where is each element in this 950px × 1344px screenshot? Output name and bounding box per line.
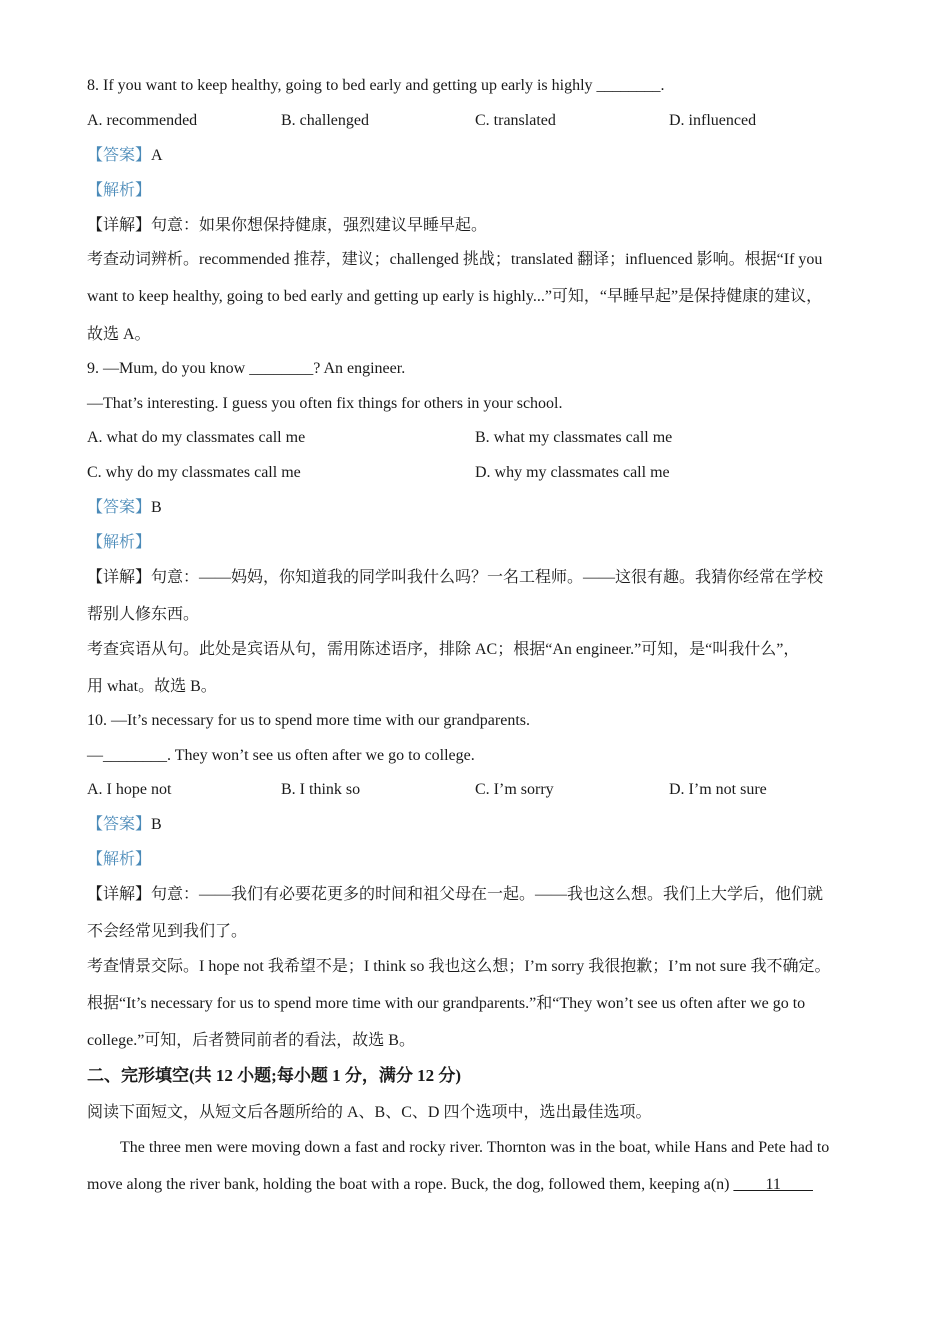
detail-text: 句意：如果你想保持健康，强烈建议早睡早起。 [151,217,488,234]
answer-tag: 【答案】 [87,499,152,516]
q9-stem: 9. —Mum, do you know ________? An engineer. [87,360,406,377]
q10-stem: 10. —It’s necessary for us to spend more time with our grandparents. [87,712,531,729]
q8-option-d: D. influenced [669,112,757,129]
section-instruction: 阅读下面短文，从短文后各题所给的 A、B、C、D 四个选项中，选出最佳选项。 [87,1104,652,1121]
answer-tag: 【答案】 [87,147,152,164]
q9-option-a: A. what do my classmates call me [87,429,306,446]
blank-11: ____11____ [733,1176,813,1193]
q10-option-b: B. I think so [281,781,361,798]
q9-option-d: D. why my classmates call me [475,464,670,481]
q10-option-a: A. I hope not [87,781,172,798]
q9-detail-3: 考查宾语从句。此处是宾语从句，需用陈述语序，排除 AC；根据“An engineer.”可知，是“叫我什么”， [87,641,800,658]
q10-detail-1 [87,885,823,905]
answer-tag: 【答案】 [87,816,152,833]
q10-detail-2: 不会经常见到我们了。 [87,923,248,940]
q9-answer [87,498,162,518]
q10-option-c: C. I’m sorry [475,781,554,798]
detail-tag: 【详解】 [87,217,152,234]
q10-option-d: D. I’m not sure [669,781,767,798]
q10-detail-3: 考查情景交际。I hope not 我希望不是；I think so 我也这么想；I’m sorry 我很抱歉；I’m not sure 我不确定。 [87,958,831,975]
detail-text: 句意：——妈妈，你知道我的同学叫我什么吗？一名工程师。——这很有趣。我猜你经常在学校 [151,569,824,586]
q10-stem-2: —________. They won’t see us often after we go to college. [87,747,475,764]
q8-detail-3: want to keep healthy, going to bed early and getting up early is highly...”可知，“早睡早起”是保持健康的建议， [87,288,823,305]
q8-detail-1 [87,216,487,236]
answer-value: A [151,147,163,164]
q9-analysis-tag: 【解析】 [87,534,152,551]
q8-answer [87,146,163,166]
q9-detail-2: 帮别人修东西。 [87,606,200,623]
q10-detail-4: 根据“It’s necessary for us to spend more time with our grandparents.”和“They won’t see us often after we go to [87,995,806,1012]
detail-text: 句意：——我们有必要花更多的时间和祖父母在一起。——我也这么想。我们上大学后，他们就 [151,886,824,903]
q8-detail-2: 考查动词辨析。recommended 推荐，建议；challenged 挑战；translated 翻译；influenced 影响。根据“If you [87,251,823,268]
detail-tag: 【详解】 [87,886,152,903]
passage-line-2 [87,1175,813,1195]
q10-analysis-tag: 【解析】 [87,851,152,868]
passage-line-1: The three men were moving down a fast and rocky river. Thornton was in the boat, while Hans and Pete had to [120,1139,830,1156]
q8-analysis-tag: 【解析】 [87,182,152,199]
q8-detail-4: 故选 A。 [87,326,151,343]
detail-tag: 【详解】 [87,569,152,586]
q8-option-a: A. recommended [87,112,198,129]
q8-option-b: B. challenged [281,112,369,129]
q9-option-b: B. what my classmates call me [475,429,673,446]
q9-option-c: C. why do my classmates call me [87,464,301,481]
q10-answer [87,815,162,835]
q8-option-c: C. translated [475,112,556,129]
q9-stem-2: —That’s interesting. I guess you often fix things for others in your school. [87,395,563,412]
answer-value: B [151,499,162,516]
section-heading: 二、完形填空(共 12 小题;每小题 1 分，满分 12 分) [87,1066,461,1085]
q9-detail-4: 用 what。故选 B。 [87,678,217,695]
answer-value: B [151,816,162,833]
q8-stem: 8. If you want to keep healthy, going to bed early and getting up early is highly ________. [87,77,665,94]
passage-text: move along the river bank, holding the boat with a rope. Buck, the dog, followed them, keeping a(n) [87,1176,730,1193]
q10-detail-5: college.”可知，后者赞同前者的看法，故选 B。 [87,1032,415,1049]
q9-detail-1 [87,568,823,588]
